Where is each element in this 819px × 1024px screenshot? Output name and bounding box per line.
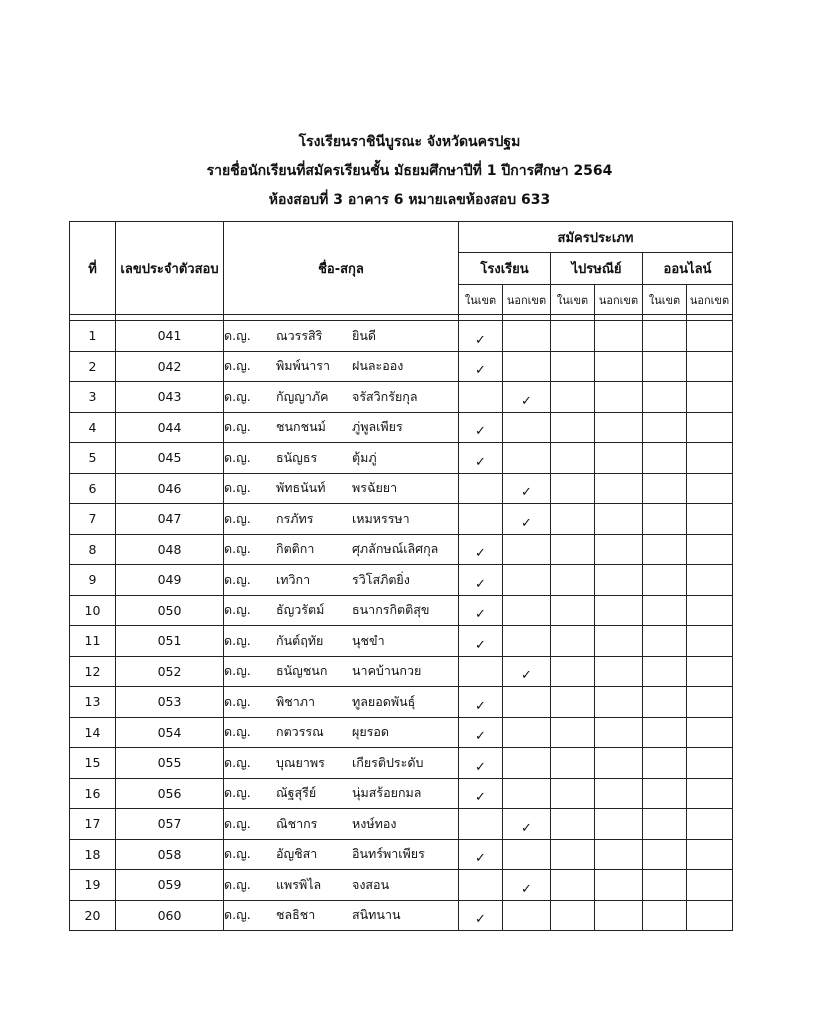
table-row [70,412,733,443]
checkbox-cell [687,748,733,779]
row-number: 7 [70,504,116,535]
checkbox-cell [459,473,503,504]
checkbox-cell [459,839,503,870]
exam-room-info: ห้องสอบที่ 3 อาคาร 6 หมายเลขห้องสอบ 633 [268,192,551,208]
exam-id: 058 [116,839,224,870]
checkbox-cell [551,626,595,657]
table-row [70,504,733,535]
checkbox-cell [459,656,503,687]
checkbox-cell [459,626,503,657]
name-prefix: ด.ญ. [224,785,251,801]
table-row [70,351,733,382]
first-name: กิตติกา [276,541,315,557]
subheader-out-zone: นอกเขต [687,285,733,315]
row-number: 2 [70,351,116,382]
first-name: ธัญวรัตม์ [276,602,325,618]
student-name [224,687,459,718]
first-name: กรภัทร [276,510,314,526]
student-name [224,839,459,870]
first-name: แพรพิไล [276,876,322,892]
checkbox-cell [551,900,595,931]
checkbox-cell [503,839,551,870]
check-mark-icon: ✓ [521,393,532,409]
checkbox-cell [459,534,503,565]
checkbox-cell [643,412,687,443]
header-exam-id: เลขประจำตัวสอบ [116,222,224,315]
checkbox-cell [503,626,551,657]
checkbox-cell [551,443,595,474]
row-number: 9 [70,565,116,596]
row-number: 6 [70,473,116,504]
checkbox-cell [687,595,733,626]
row-number: 4 [70,412,116,443]
student-name [224,900,459,931]
checkbox-cell [551,595,595,626]
checkbox-cell [643,656,687,687]
checkbox-cell [687,321,733,352]
exam-id: 059 [116,870,224,901]
exam-id: 049 [116,565,224,596]
last-name: อินทร์พาเพียร [352,846,425,862]
first-name: ชลธิชา [276,907,316,923]
checkbox-cell [643,870,687,901]
first-name: ณัฐสุรีย์ [276,785,317,801]
header-no: ที่ [70,222,116,315]
checkbox-cell [595,443,643,474]
table-row [70,565,733,596]
checkbox-cell [595,534,643,565]
exam-id: 050 [116,595,224,626]
checkbox-cell [687,839,733,870]
name-prefix: ด.ญ. [224,663,251,679]
checkbox-cell [503,412,551,443]
checkbox-cell [687,382,733,413]
exam-id: 054 [116,717,224,748]
subheader-in-zone: ในเขต [551,285,595,315]
checkbox-cell [643,900,687,931]
checkbox-cell [551,412,595,443]
student-name [224,412,459,443]
check-mark-icon: ✓ [521,820,532,836]
checkbox-cell [595,504,643,535]
checkbox-cell [595,595,643,626]
name-prefix: ด.ญ. [224,510,251,526]
checkbox-cell [551,717,595,748]
table-row [70,870,733,901]
subheader-in-zone: ในเขต [643,285,687,315]
checkbox-cell [503,504,551,535]
checkbox-cell [643,717,687,748]
table-row [70,321,733,352]
row-number: 10 [70,595,116,626]
checkbox-cell [595,626,643,657]
last-name: ตุ้มภู่ [352,449,377,465]
checkbox-cell [503,717,551,748]
last-name: ศุภลักษณ์เลิศกุล [352,541,439,557]
name-prefix: ด.ญ. [224,480,251,496]
subheader-in-zone: ในเขต [459,285,503,315]
check-mark-icon: ✓ [521,485,532,500]
checkbox-cell [643,687,687,718]
exam-id: 052 [116,656,224,687]
first-name: กันต์ฤทัย [276,632,324,648]
checkbox-cell [595,809,643,840]
checkbox-cell [687,626,733,657]
checkbox-cell [459,351,503,382]
checkbox-cell [551,778,595,809]
last-name: ธนากรกิตติสุข [352,602,430,618]
last-name: จงสอน [352,876,390,892]
check-mark-icon: ✓ [475,363,486,378]
checkbox-cell [503,870,551,901]
checkbox-cell [503,778,551,809]
name-prefix: ด.ญ. [224,388,251,404]
name-prefix: ด.ญ. [224,602,251,618]
checkbox-cell [551,473,595,504]
checkbox-cell [595,473,643,504]
checkbox-cell [687,778,733,809]
checkbox-cell [687,565,733,596]
last-name: เกียรติประดับ [352,754,424,770]
name-prefix: ด.ญ. [224,754,251,770]
student-name [224,656,459,687]
student-name [224,382,459,413]
subheader-out-zone: นอกเขต [595,285,643,315]
checkbox-cell [595,900,643,931]
last-name: นุชขำ [352,632,385,648]
exam-id: 053 [116,687,224,718]
checkbox-cell [503,900,551,931]
checkbox-cell [459,717,503,748]
row-number: 13 [70,687,116,718]
check-mark-icon: ✓ [521,668,532,683]
checkbox-cell [687,504,733,535]
first-name: กตวรรณ [276,724,324,740]
school-title: โรงเรียนราชินีบูรณะ จังหวัดนครปฐม [298,134,521,150]
row-number: 20 [70,900,116,931]
checkbox-cell [687,656,733,687]
checkbox-cell [551,687,595,718]
row-number: 1 [70,321,116,352]
row-number: 11 [70,626,116,657]
first-name: เทวิกา [276,571,311,587]
checkbox-cell [595,778,643,809]
checkbox-cell [643,778,687,809]
name-prefix: ด.ญ. [224,541,251,557]
table-row [70,748,733,779]
check-mark-icon: ✓ [475,698,486,714]
student-name [224,717,459,748]
table-row [70,717,733,748]
first-name: กัญญาภัค [276,388,329,404]
check-mark-icon: ✓ [475,576,486,592]
exam-id: 048 [116,534,224,565]
row-number: 17 [70,809,116,840]
checkbox-cell [459,382,503,413]
exam-id: 047 [116,504,224,535]
student-name [224,809,459,840]
name-prefix: ด.ญ. [224,724,251,740]
table-row [70,534,733,565]
row-number: 18 [70,839,116,870]
checkbox-cell [459,504,503,535]
check-mark-icon: ✓ [475,454,486,470]
checkbox-cell [503,473,551,504]
name-prefix: ด.ญ. [224,327,251,343]
check-mark-icon: ✓ [475,637,486,653]
exam-id: 041 [116,321,224,352]
checkbox-cell [551,351,595,382]
row-number: 3 [70,382,116,413]
document-header [0,128,819,215]
checkbox-cell [459,778,503,809]
checkbox-cell [595,687,643,718]
row-number: 16 [70,778,116,809]
checkbox-cell [459,748,503,779]
checkbox-cell [459,412,503,443]
header-group-online: ออนไลน์ [643,253,733,285]
table-row [70,778,733,809]
name-prefix: ด.ญ. [224,876,251,892]
checkbox-cell [459,565,503,596]
checkbox-cell [643,595,687,626]
row-number: 15 [70,748,116,779]
checkbox-cell [595,412,643,443]
student-name [224,870,459,901]
check-mark-icon: ✓ [475,912,486,927]
checkbox-cell [503,748,551,779]
checkbox-cell [503,351,551,382]
table-row [70,687,733,718]
row-number: 12 [70,656,116,687]
name-prefix: ด.ญ. [224,815,251,831]
header-group-school: โรงเรียน [459,253,551,285]
last-name: ฝนละออง [352,358,404,374]
checkbox-cell [643,626,687,657]
first-name: อัญชิสา [276,846,318,862]
first-name: ชนกชนม์ [276,419,326,435]
first-name: พิมพ์นารา [276,358,331,374]
checkbox-cell [687,809,733,840]
check-mark-icon: ✓ [475,546,486,561]
student-name [224,321,459,352]
checkbox-cell [503,656,551,687]
checkbox-cell [643,382,687,413]
checkbox-cell [643,534,687,565]
last-name: ภู่พูลเพียร [352,419,403,435]
table-row [70,473,733,504]
checkbox-cell [643,504,687,535]
list-subtitle: รายชื่อนักเรียนที่สมัครเรียนชั้น มัธยมศึกษาปีที่ 1 ปีการศึกษา 2564 [206,163,613,179]
checkbox-cell [643,565,687,596]
first-name: ธนัญชนก [276,663,328,679]
checkbox-cell [551,748,595,779]
checkbox-cell [595,382,643,413]
last-name: สนิทนาน [352,907,401,923]
last-name: ยินดี [352,327,376,343]
checkbox-cell [687,534,733,565]
checkbox-cell [643,473,687,504]
exam-id: 056 [116,778,224,809]
checkbox-cell [595,565,643,596]
exam-id: 051 [116,626,224,657]
checkbox-cell [459,687,503,718]
student-name [224,595,459,626]
table-row [70,656,733,687]
checkbox-cell [551,504,595,535]
row-number: 14 [70,717,116,748]
checkbox-cell [551,656,595,687]
row-number: 8 [70,534,116,565]
exam-id: 055 [116,748,224,779]
exam-id: 042 [116,351,224,382]
check-mark-icon: ✓ [521,881,532,897]
checkbox-cell [595,839,643,870]
header-group-post: ไปรษณีย์ [551,253,643,285]
first-name: บุณยาพร [276,754,325,770]
checkbox-cell [551,839,595,870]
student-name [224,626,459,657]
table-row [70,839,733,870]
check-mark-icon: ✓ [475,332,486,348]
table-row [70,809,733,840]
checkbox-cell [595,656,643,687]
header-name: ชื่อ-สกุล [224,222,459,315]
table-row [70,443,733,474]
checkbox-cell [643,443,687,474]
last-name: หงษ์ทอง [352,815,397,831]
checkbox-cell [459,321,503,352]
checkbox-cell [687,900,733,931]
check-mark-icon: ✓ [475,851,486,866]
checkbox-cell [643,321,687,352]
last-name: เหมหรรษา [352,510,410,526]
check-mark-icon: ✓ [475,759,486,775]
checkbox-cell [459,595,503,626]
checkbox-cell [687,870,733,901]
name-prefix: ด.ญ. [224,907,251,923]
student-name [224,748,459,779]
checkbox-cell [595,321,643,352]
table-row [70,382,733,413]
check-mark-icon: ✓ [475,607,486,622]
checkbox-cell [687,443,733,474]
checkbox-cell [503,565,551,596]
last-name: รวิโสภิตยิ่ง [352,571,410,587]
header-application-type: สมัครประเภท [459,222,733,253]
checkbox-cell [503,443,551,474]
student-name [224,778,459,809]
first-name: ณวรรสิริ [276,327,323,343]
student-name [224,473,459,504]
name-prefix: ด.ญ. [224,571,251,587]
table-row [70,900,733,931]
student-name [224,504,459,535]
checkbox-cell [459,870,503,901]
checkbox-cell [551,534,595,565]
row-number: 5 [70,443,116,474]
checkbox-cell [459,809,503,840]
checkbox-cell [503,534,551,565]
checkbox-cell [643,839,687,870]
student-roster-table [69,221,733,931]
checkbox-cell [459,900,503,931]
exam-id: 043 [116,382,224,413]
checkbox-cell [595,717,643,748]
exam-id: 060 [116,900,224,931]
name-prefix: ด.ญ. [224,846,251,862]
name-prefix: ด.ญ. [224,693,251,709]
check-mark-icon: ✓ [475,790,486,805]
checkbox-cell [503,687,551,718]
first-name: พิชาภา [276,693,316,709]
exam-id: 044 [116,412,224,443]
table-row [70,595,733,626]
first-name: พัทธนันท์ [276,480,326,496]
subheader-out-zone: นอกเขต [503,285,551,315]
checkbox-cell [687,412,733,443]
exam-id: 046 [116,473,224,504]
checkbox-cell [503,809,551,840]
name-prefix: ด.ญ. [224,358,251,374]
last-name: จรัสวิกรัยกุล [352,388,418,404]
last-name: นาคบ้านกวย [352,663,422,679]
checkbox-cell [551,809,595,840]
checkbox-cell [551,321,595,352]
student-name [224,565,459,596]
exam-id: 057 [116,809,224,840]
checkbox-cell [687,351,733,382]
check-mark-icon: ✓ [521,515,532,531]
student-name [224,534,459,565]
last-name: พรฉัยยา [352,480,398,496]
student-name [224,443,459,474]
checkbox-cell [687,473,733,504]
check-mark-icon: ✓ [475,424,486,439]
last-name: ผุยรอด [352,724,389,740]
checkbox-cell [595,748,643,779]
checkbox-cell [503,595,551,626]
name-prefix: ด.ญ. [224,632,251,648]
first-name: ธนัญธร [276,449,318,465]
checkbox-cell [503,321,551,352]
checkbox-cell [551,870,595,901]
checkbox-cell [687,717,733,748]
checkbox-cell [595,870,643,901]
exam-id: 045 [116,443,224,474]
name-prefix: ด.ญ. [224,419,251,435]
name-prefix: ด.ญ. [224,449,251,465]
checkbox-cell [503,382,551,413]
checkbox-cell [687,687,733,718]
checkbox-cell [551,565,595,596]
table-row [70,626,733,657]
checkbox-cell [459,443,503,474]
checkbox-cell [643,809,687,840]
checkbox-cell [595,351,643,382]
student-name [224,351,459,382]
row-number: 19 [70,870,116,901]
checkbox-cell [643,748,687,779]
check-mark-icon: ✓ [475,729,486,744]
first-name: ณิชากร [276,815,318,831]
checkbox-cell [551,382,595,413]
checkbox-cell [643,351,687,382]
last-name: ทูลยอดพันธุ์ [352,693,416,709]
last-name: นุ่มสร้อยกมล [352,785,422,801]
